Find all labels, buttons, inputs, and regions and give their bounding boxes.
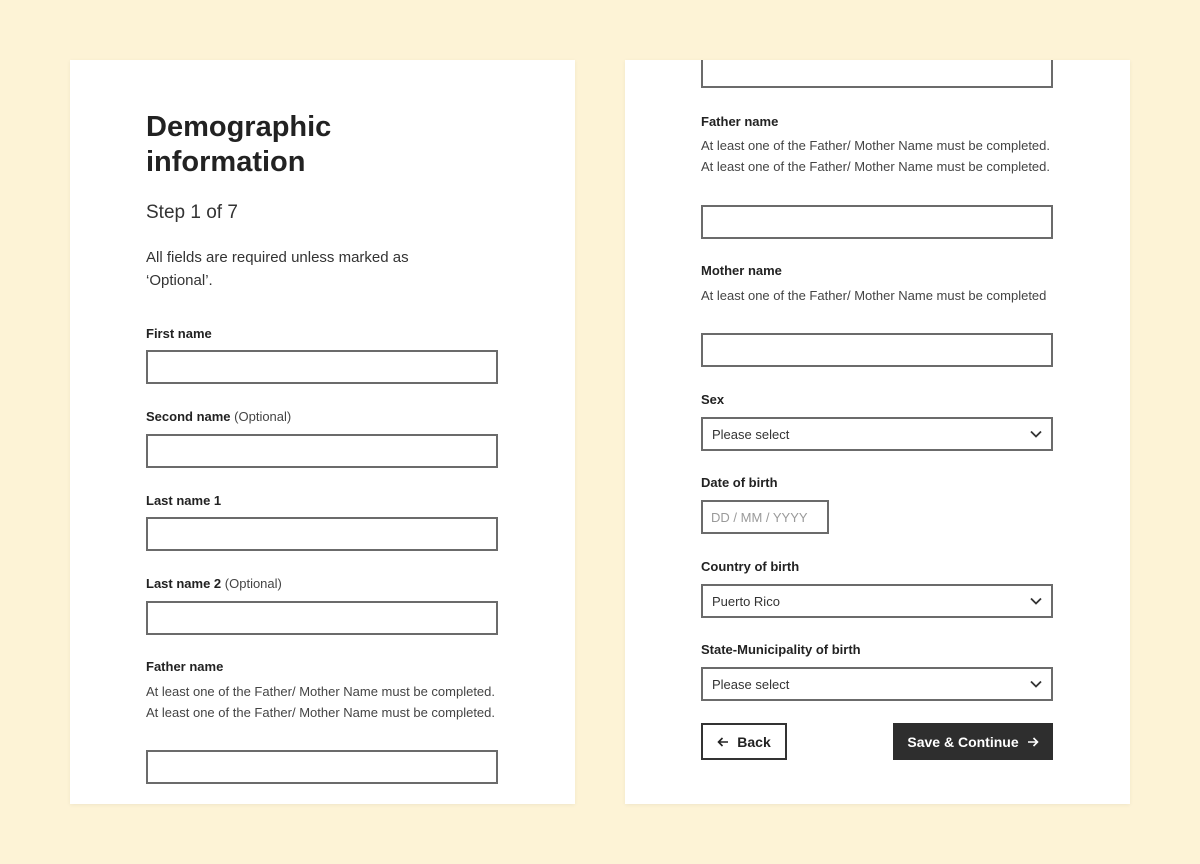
state-municipality-value: Please select [712, 676, 790, 692]
mother-name-label: Mother name [701, 263, 782, 278]
save-continue-button[interactable] [893, 723, 1053, 760]
country-of-birth-label: Country of birth [701, 559, 800, 574]
form-panel-right [625, 60, 1130, 804]
father-name-input[interactable] [701, 205, 1053, 239]
father-name-hint: At least one of the Father/ Mother Name must be completed. At least one of the Father/ Mother Name must be completed. [701, 138, 1051, 174]
step-indicator: Step 1 of 7 [146, 202, 238, 223]
chevron-down-icon [1030, 430, 1042, 438]
sex-select-value: Please select [712, 426, 790, 442]
father-name-hint: At least one of the Father/ Mother Name must be completed. At least one of the Father/ Mother Name must be completed. [146, 684, 496, 720]
sex-label: Sex [701, 392, 725, 407]
arrow-left-icon [717, 737, 729, 747]
state-municipality-label: State-Municipality of birth [701, 642, 861, 657]
save-continue-label: Save & Continue [907, 733, 1019, 750]
date-of-birth-label: Date of birth [701, 475, 778, 490]
last-name-1-label: Last name 1 [146, 493, 222, 508]
sex-select[interactable] [701, 417, 1053, 451]
back-button-label: Back [737, 733, 771, 750]
father-name-input[interactable] [146, 750, 498, 784]
country-of-birth-select[interactable] [701, 584, 1053, 618]
page-title: Demographic information [146, 111, 332, 178]
first-name-input[interactable] [146, 350, 498, 384]
mother-name-input[interactable] [701, 333, 1053, 367]
chevron-down-icon [1030, 597, 1042, 605]
optional-tag: (Optional) [224, 576, 282, 591]
last-name-1-input[interactable] [146, 517, 498, 551]
second-name-input[interactable] [146, 434, 498, 468]
form-panel-left [70, 60, 575, 804]
optional-tag: (Optional) [234, 409, 292, 424]
state-municipality-select[interactable] [701, 667, 1053, 701]
first-name-label: First name [146, 326, 212, 341]
father-name-label: Father name [701, 114, 779, 129]
second-name-label: Second name (Optional) [146, 409, 292, 424]
arrow-right-icon [1027, 737, 1039, 747]
last-name-2-input[interactable] [146, 601, 498, 635]
chevron-down-icon [1030, 680, 1042, 688]
back-button[interactable] [701, 723, 787, 760]
mother-name-hint: At least one of the Father/ Mother Name must be completed [701, 288, 1047, 303]
father-name-label: Father name [146, 659, 224, 674]
last-name-2-label: Last name 2 (Optional) [146, 576, 282, 591]
intro-text: All fields are required unless marked as ‘Optional’. [146, 249, 409, 289]
country-of-birth-value: Puerto Rico [712, 593, 780, 609]
date-of-birth-input[interactable] [701, 500, 829, 534]
last-name-2-input-partial[interactable] [701, 60, 1053, 88]
